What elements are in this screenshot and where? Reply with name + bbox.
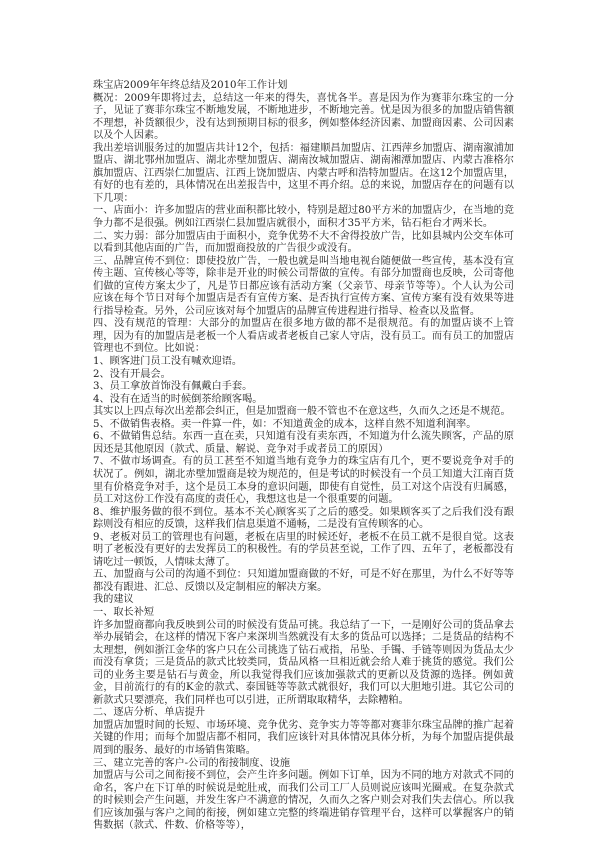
subheading: 二、逐店分析、单店提升 [93,707,206,719]
paragraph-issue-5: 五、加盟商与公司的沟通不到位：只知道加盟商做的不好，可是不好在那里，为什么不好等等都没有跟进、汇总、反馈以及定制相应的解决方案。 [93,569,514,593]
list-item: 4、没有在适当的时候倒茶给顾客喝。 [93,393,263,405]
list-item: 2、没有开晨会。 [93,368,171,380]
list-item: 5、不做销售表格。卖一件算一件，如：不知道黄金的成本，这样自然不知道利润率。 [93,418,477,430]
paragraph-suggestion-2: 加盟店加盟时间的长短、市场环境、竞争优劣、竞争实力等等都对赛菲尔珠宝品牌的推广起着关键的作用；而每个加盟店都不相同，我们应该针对具体情况具体分析，为每个加盟店提供最周到的服务、最好的市场销售策略。 [93,719,514,756]
list-item: 3、员工拿放首饰没有佩戴白手套。 [93,381,253,393]
document-title: 珠宝店2009年年终总结及2010年工作计划 [93,80,288,91]
subheading: 三、建立完善的客户-公司的衔接制度、设施 [93,757,291,769]
paragraph-stores: 我出差培训服务过的加盟店共计12个，包括：福建顺昌加盟店、江西萍乡加盟店、湖南溆浦加盟店、湖北鄂州加盟店、湖北赤壁加盟店、湖南汝城加盟店、湖南湘潭加盟店、内蒙古准格尔旗加盟店、江西崇仁加盟店、江西上饶加盟店、内蒙古呼和浩特加盟店。在这12个加盟店里，有好的也有差的，具体情况在出差报告中，这里不再介绍。总的来说，加盟店存在的问题有以下几项： [93,142,514,204]
list-item: 6、不做销售总结。东西一直在卖，只知道有没有卖东西，不知道为什么流失顾客，产品的原因还是其他原因（款式、质量、解说、竞争对手或者员工的原因） [93,431,514,455]
list-item: 9、老板对员工的管理也有问题，老板在店里的时候还好，老板不在员工就不是很自觉。这表明了老板没有更好的去发挥员工的积极性。有的学员甚至说，工作了四、五年了，老板都没有请吃过一顿饭，人情味太薄了。 [93,531,514,568]
list-item: 1、顾客进门员工没有喊欢迎语。 [93,356,243,368]
paragraph-suggestion-3: 加盟店与公司之间衔接不到位，会产生许多问题。例如下订单，因为不同的地方对款式不同的命名，客户在下订单的时候说是蛇肚戒，而我们公司工厂人员则说应该叫光圈戒。在复杂款式的时候则会产生问题，并发生客户不满意的情况，久而久之客户则会对我们失去信心。所以我们应该加强与客户之间的衔接，例如建立完整的终端进销存管理平台，这样可以掌握客户的销售数据（款式、件数、价格等等）， [93,770,514,832]
paragraph-note: 其实以上四点每次出差都会纠正，但是加盟商一般不管也不在意这些，久而久之还是不规范。 [93,406,511,418]
paragraph-issue-4: 四、没有规范的管理：大部分的加盟店在很多地方做的都不是很规范。有的加盟店谈不上管理，因为有的加盟店是老板一个人看店或者老板自己家人守店，没有员工。而有员工的加盟店管理也不到位。比如说： [93,318,514,355]
paragraph-overview: 概况：2009年即将过去，总结这一年来的得失，喜忧各半。喜是因为作为赛菲尔珠宝的一分子，见证了赛菲尔珠宝不断地发展，不断地进步，不断地完善。忧是因为很多的加盟店销售额不理想，补货额很少，没有达到预期目标的很多，例如整体经济因素、加盟商因素、公司因素以及个人因素。 [93,92,514,142]
list-item: 7、不做市场调查。有的员工甚至不知道当地有竞争力的珠宝店有几个，更不要说竞争对手的状况了。例如，湖北赤壁加盟商是较为规范的，但是考试的时候没有一个员工知道大江南百货里有价格竞争对手，这个是员工本身的意识问题，即使有自觉性，员工对这个店没有归属感，员工对这份工作没有高度的责任心，我想这也是一个很重要的问题。 [93,456,514,506]
paragraph-issue-2: 二、实力弱：部分加盟店由于面积小，竞争优势不大不舍得投放广告，比如县城内公交车体可以看到其他店面的广告，而加盟商投放的广告很少或没有。 [93,230,514,255]
list-item: 8、维护服务做的很不到位。基本不关心顾客买了之后的感受。如果顾客买了之后我们没有跟踪则没有相应的反馈，这样我们信息渠道不通畅，二是没有宣传顾客的心。 [93,506,514,531]
section-heading-suggestions: 我的建议 [93,594,134,606]
paragraph-suggestion-1: 许多加盟商都向我反映到公司的时候没有货品可挑。我总结了一下，一是刚好公司的货品拿去举办展销会，在这样的情况下客户来深圳当然就没有太多的货品可以选择；二是货品的结构不太理想，例如浙江金华的客户只在公司挑选了钻石戒指，吊坠、手镯、手链等则因为货品太少而没有拿货；三是货品的款式比较类同，货品风格一旦相近就会给人难于挑货的感觉。我们公司的业务主要是钻石与黄金，所以我觉得我们应该加强款式的更新以及货源的选择。例如黄金，目前流行的有的K金的款式、泰国链等等款式就很好，我们可以大胆地引进。其它公司的新款式只要漂亮，我们同样也可以引进，正所谓取取精华，去除糟粕。 [93,619,514,706]
paragraph-issue-1: 一、店面小：许多加盟店的营业面积都比较小，特别是超过80平方米的加盟店少，在当地的竞争力都不是很强。例如江西崇仁县加盟店就很小，面积才35平方米，钻石柜台才两米长。 [93,205,514,230]
subheading: 一、取长补短 [93,606,155,618]
paragraph-issue-3: 三、品牌宣传不到位：即使投放广告，一般也就是叫当地电视台随便做一些宣传，基本没有宣传主题、宣传核心等等，除非是开业的时候公司帮做的宣传。有部分加盟商也反映，公司寄他们做的宣传方案太少了，凡是节日都应该有活动方案（父亲节、母亲节等等）。个人认为公司应该在每个节日对每个加盟店是否有宣传方案、是否执行宣传方案、宣传方案有没有效果等进行指导检查。另外，公司应该对每个加盟店的品牌宣传进程进行指导、检查以及监督。 [93,255,514,317]
document-page [93,80,514,833]
